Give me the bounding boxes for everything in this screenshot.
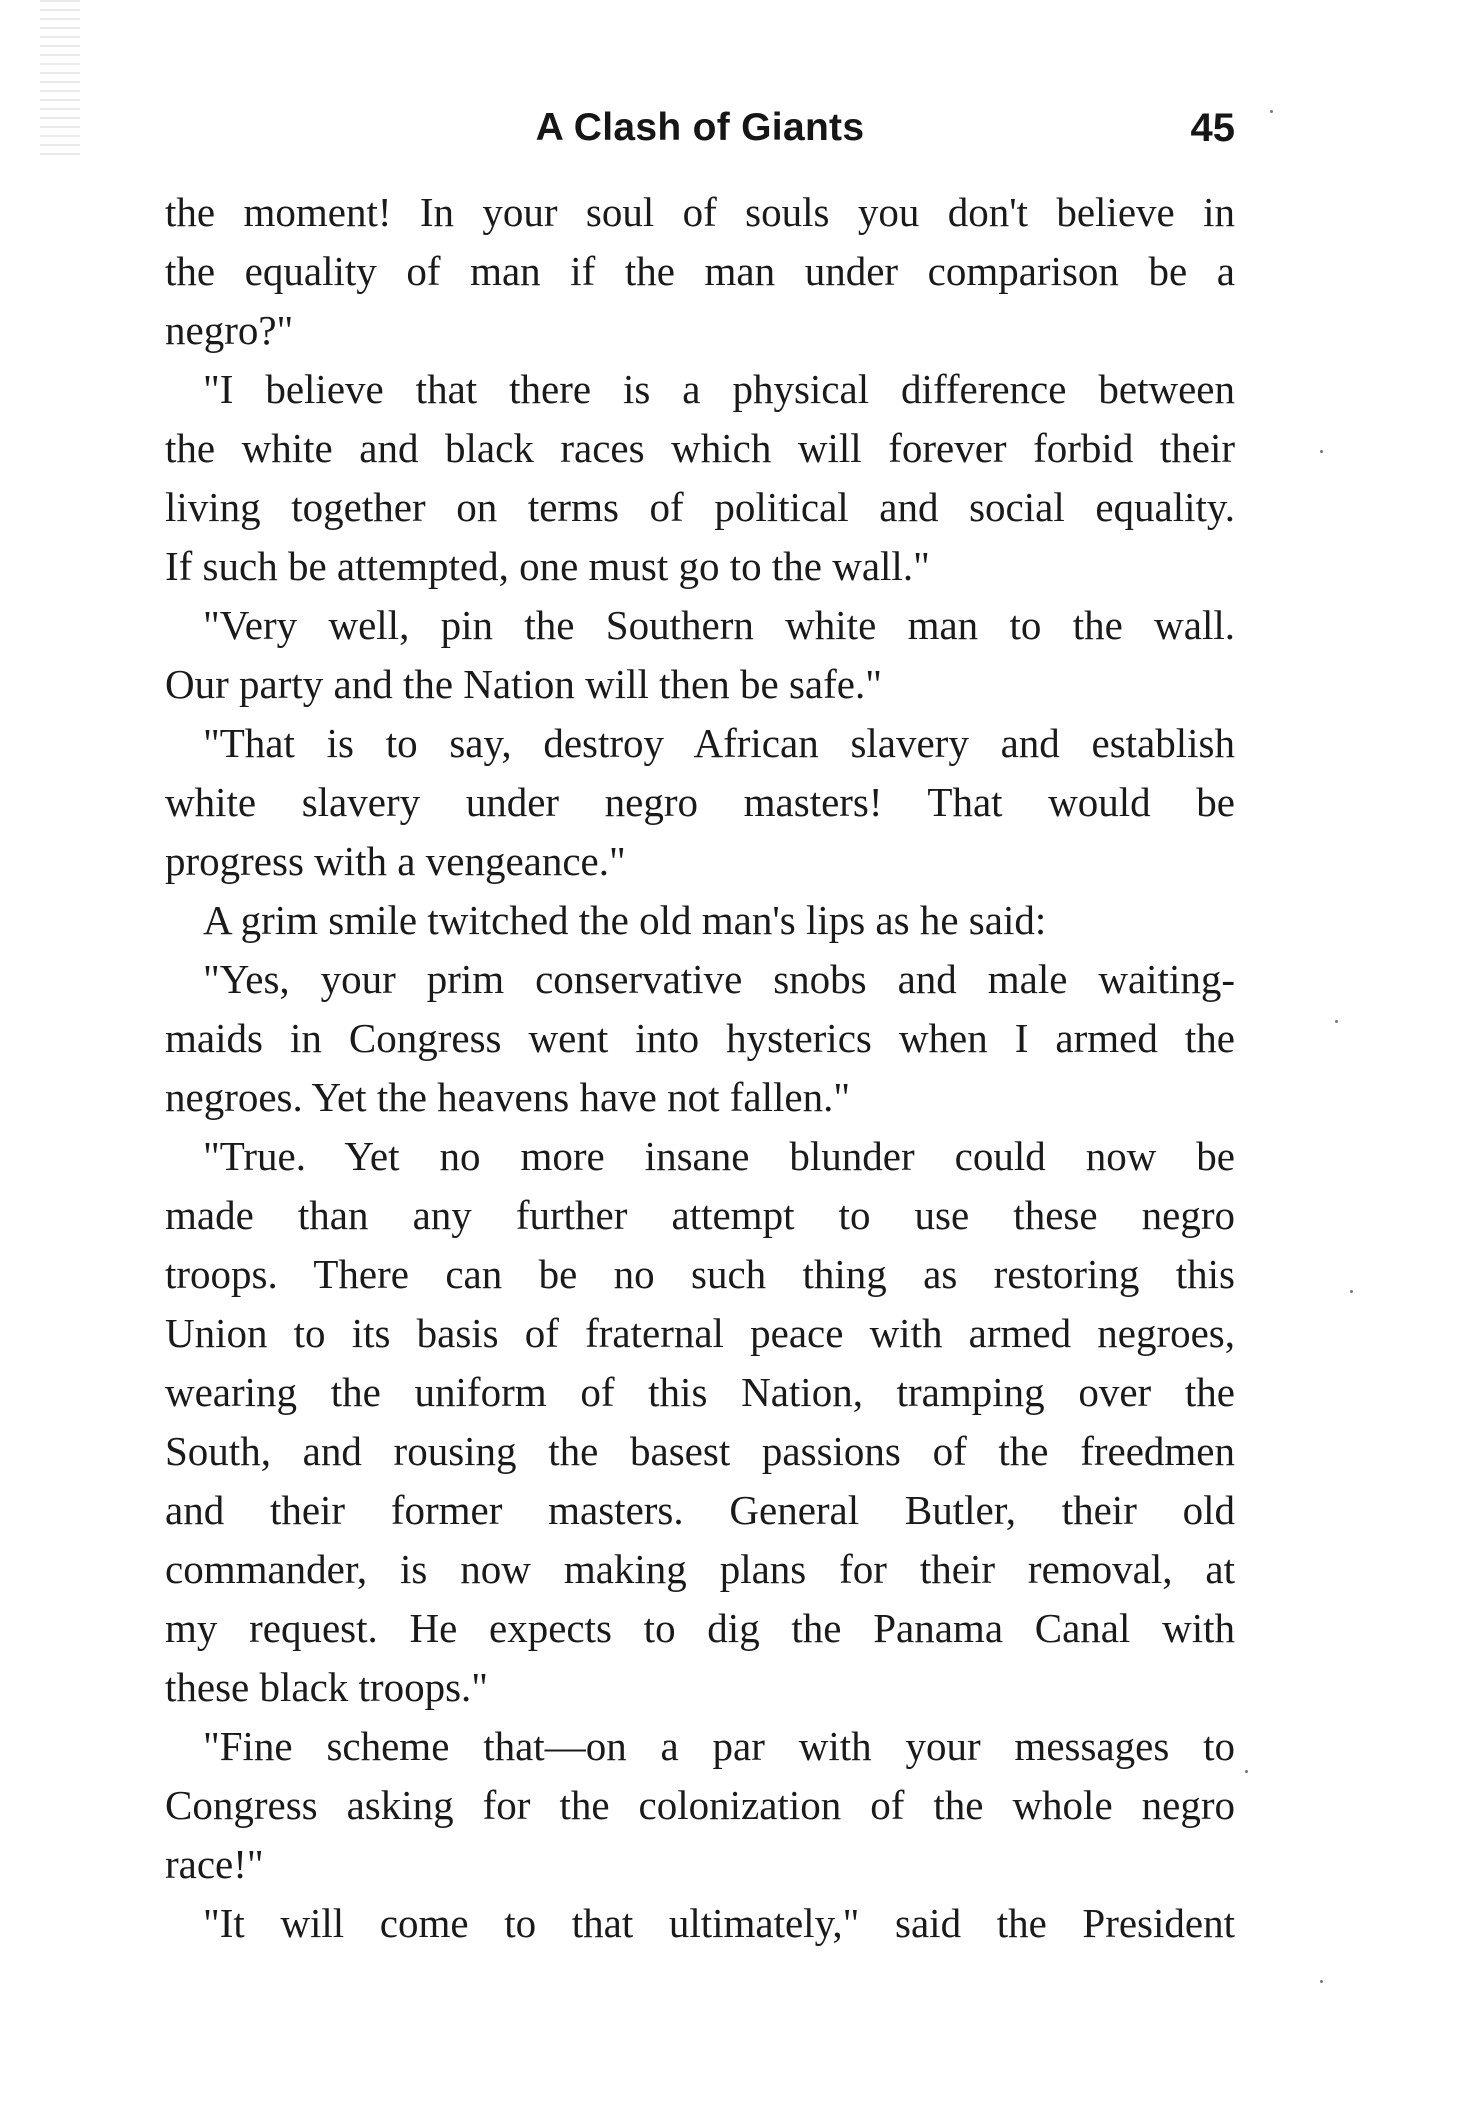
text-line: troops. There can be no such thing as restoring this xyxy=(165,1251,1235,1297)
text-line: "I believe that there is a physical difference between xyxy=(203,366,1235,412)
running-head xyxy=(165,106,1235,166)
chapter-title: A Clash of Giants xyxy=(535,106,865,149)
text-line: "Fine scheme that—on a par with your messages to xyxy=(203,1723,1235,1769)
text-line: and their former masters. General Butler, their old xyxy=(165,1487,1235,1533)
text-line: "True. Yet no more insane blunder could now be xyxy=(203,1133,1235,1179)
text-line: the moment! In your soul of souls you don't believe in xyxy=(165,189,1235,235)
text-line: commander, is now making plans for their removal, at xyxy=(165,1546,1235,1592)
body-text xyxy=(165,183,1235,1953)
text-line: negroes. Yet the heavens have not fallen." xyxy=(165,1074,851,1120)
paper-speck xyxy=(1270,110,1273,113)
paper-speck xyxy=(1335,1020,1338,1023)
paper-speck xyxy=(1320,450,1323,453)
text-line: the white and black races which will forever forbid their xyxy=(165,425,1235,471)
page-number: 45 xyxy=(1190,106,1235,150)
text-line: Congress asking for the colonization of the whole negro xyxy=(165,1782,1235,1828)
text-line: If such be attempted, one must go to the wall." xyxy=(165,543,930,589)
text-line: maids in Congress went into hysterics when I armed the xyxy=(165,1015,1235,1061)
text-line: progress with a vengeance." xyxy=(165,838,626,884)
text-line: my request. He expects to dig the Panama Canal with xyxy=(165,1605,1235,1651)
text-line: "It will come to that ultimately," said the President xyxy=(203,1900,1235,1946)
text-line: A grim smile twitched the old man's lips as he said: xyxy=(203,897,1047,943)
text-line: made than any further attempt to use these negro xyxy=(165,1192,1235,1238)
text-line: race!" xyxy=(165,1841,264,1887)
paper-speck xyxy=(1320,1980,1323,1983)
paper-speck xyxy=(1350,1290,1353,1293)
text-line: white slavery under negro masters! That would be xyxy=(165,779,1235,825)
binding-edge-marks xyxy=(40,0,80,160)
text-line: Our party and the Nation will then be safe." xyxy=(165,661,882,707)
text-line: the equality of man if the man under comparison be a xyxy=(165,248,1235,294)
text-line: "That is to say, destroy African slavery and establish xyxy=(203,720,1235,766)
text-line: "Yes, your prim conservative snobs and male waiting- xyxy=(203,956,1235,1002)
text-line: Union to its basis of fraternal peace with armed negroes, xyxy=(165,1310,1235,1356)
text-line: living together on terms of political and social equality. xyxy=(165,484,1235,530)
text-line: "Very well, pin the Southern white man to the wall. xyxy=(203,602,1235,648)
text-line: South, and rousing the basest passions of the freedmen xyxy=(165,1428,1235,1474)
text-line: negro?" xyxy=(165,307,294,353)
text-line: these black troops." xyxy=(165,1664,489,1710)
text-line: wearing the uniform of this Nation, tramping over the xyxy=(165,1369,1235,1415)
paper-speck xyxy=(1245,1770,1248,1773)
